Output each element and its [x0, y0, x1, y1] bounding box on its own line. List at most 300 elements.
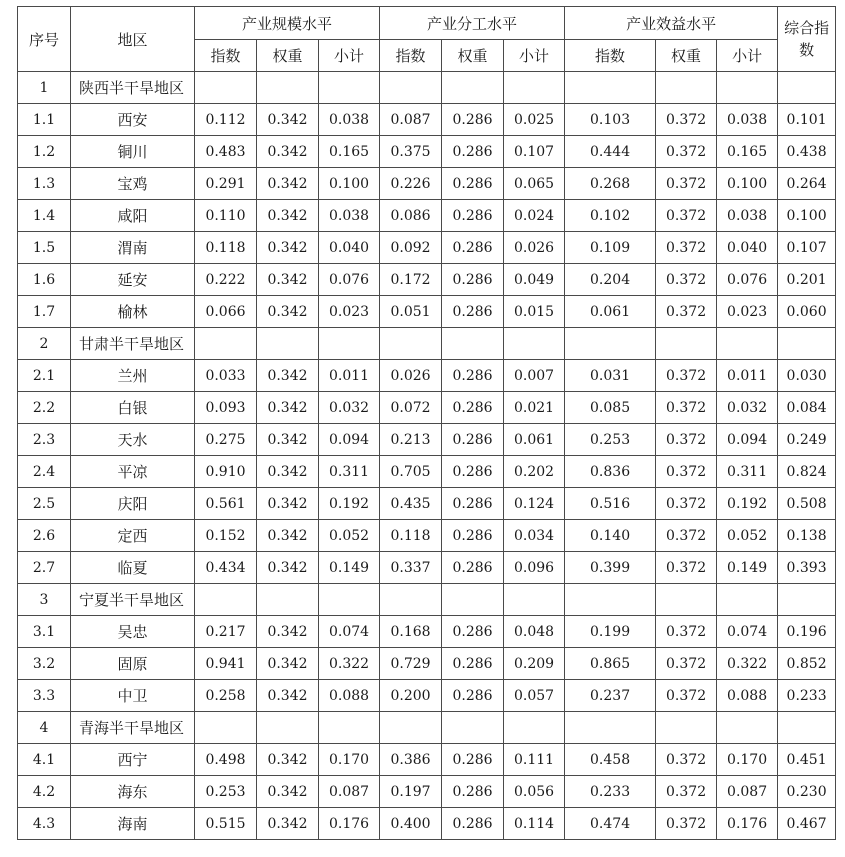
city-name-cell: 兰州	[71, 360, 195, 392]
region-group-row	[18, 328, 836, 360]
city-name-cell: 渭南	[71, 232, 195, 264]
value-cell: 0.201	[778, 264, 836, 296]
value-cell: 0.434	[195, 552, 257, 584]
value-cell: 0.264	[778, 168, 836, 200]
value-cell: 0.030	[778, 360, 836, 392]
value-cell	[257, 712, 319, 744]
region-name-cell: 宁夏半干旱地区	[71, 584, 195, 616]
seq-cell: 1.5	[18, 232, 71, 264]
value-cell: 0.342	[257, 200, 319, 232]
value-cell: 0.026	[380, 360, 442, 392]
value-cell: 0.093	[195, 392, 257, 424]
value-cell: 0.941	[195, 648, 257, 680]
value-cell: 0.096	[504, 552, 565, 584]
value-cell: 0.152	[195, 520, 257, 552]
value-cell: 0.400	[380, 808, 442, 840]
value-cell: 0.311	[319, 456, 380, 488]
value-cell: 0.170	[319, 744, 380, 776]
city-name-cell: 铜川	[71, 136, 195, 168]
value-cell: 0.836	[565, 456, 656, 488]
value-cell: 0.230	[778, 776, 836, 808]
value-cell: 0.076	[717, 264, 778, 296]
value-cell: 0.467	[778, 808, 836, 840]
value-cell	[717, 72, 778, 104]
subheader-subtotal: 小计	[504, 40, 565, 72]
value-cell: 0.322	[319, 648, 380, 680]
subheader-subtotal: 小计	[319, 40, 380, 72]
value-cell: 0.015	[504, 296, 565, 328]
city-name-cell: 延安	[71, 264, 195, 296]
value-cell: 0.372	[656, 296, 717, 328]
value-cell	[319, 328, 380, 360]
value-cell	[565, 72, 656, 104]
value-cell: 0.372	[656, 488, 717, 520]
value-cell	[442, 584, 504, 616]
value-cell: 0.192	[717, 488, 778, 520]
value-cell: 0.286	[442, 104, 504, 136]
value-cell: 0.372	[656, 808, 717, 840]
seq-cell: 2.1	[18, 360, 71, 392]
value-cell: 0.438	[778, 136, 836, 168]
value-cell: 0.372	[656, 360, 717, 392]
value-cell: 0.100	[778, 200, 836, 232]
header-row-1	[18, 7, 836, 40]
value-cell: 0.286	[442, 680, 504, 712]
value-cell: 0.286	[442, 552, 504, 584]
seq-cell: 1.3	[18, 168, 71, 200]
value-cell: 0.140	[565, 520, 656, 552]
value-cell: 0.372	[656, 776, 717, 808]
value-cell: 0.372	[656, 168, 717, 200]
seq-cell: 3.2	[18, 648, 71, 680]
table-row	[18, 680, 836, 712]
value-cell: 0.060	[778, 296, 836, 328]
value-cell: 0.372	[656, 232, 717, 264]
value-cell	[319, 72, 380, 104]
value-cell	[195, 328, 257, 360]
table-row	[18, 232, 836, 264]
seq-cell: 1.2	[18, 136, 71, 168]
city-name-cell: 庆阳	[71, 488, 195, 520]
value-cell: 0.112	[195, 104, 257, 136]
seq-cell: 4.2	[18, 776, 71, 808]
header-industry-division: 产业分工水平	[380, 7, 565, 40]
value-cell: 0.222	[195, 264, 257, 296]
value-cell: 0.034	[504, 520, 565, 552]
subheader-subtotal: 小计	[717, 40, 778, 72]
header-composite-index: 综合指数	[778, 7, 836, 72]
value-cell	[442, 328, 504, 360]
value-cell	[195, 584, 257, 616]
value-cell: 0.233	[565, 776, 656, 808]
value-cell: 0.508	[778, 488, 836, 520]
value-cell: 0.114	[504, 808, 565, 840]
value-cell: 0.451	[778, 744, 836, 776]
header-seq: 序号	[18, 7, 71, 72]
header-industry-scale: 产业规模水平	[195, 7, 380, 40]
table-row	[18, 392, 836, 424]
value-cell: 0.286	[442, 232, 504, 264]
subheader-weight: 权重	[442, 40, 504, 72]
value-cell: 0.286	[442, 488, 504, 520]
value-cell	[717, 328, 778, 360]
value-cell: 0.372	[656, 744, 717, 776]
value-cell: 0.286	[442, 200, 504, 232]
seq-cell: 4.1	[18, 744, 71, 776]
value-cell	[656, 712, 717, 744]
seq-cell: 1.6	[18, 264, 71, 296]
value-cell: 0.372	[656, 552, 717, 584]
value-cell: 0.172	[380, 264, 442, 296]
value-cell: 0.107	[778, 232, 836, 264]
value-cell: 0.138	[778, 520, 836, 552]
table-row	[18, 104, 836, 136]
value-cell: 0.286	[442, 744, 504, 776]
value-cell	[257, 328, 319, 360]
value-cell: 0.561	[195, 488, 257, 520]
value-cell: 0.192	[319, 488, 380, 520]
value-cell: 0.107	[504, 136, 565, 168]
header-region: 地区	[71, 7, 195, 72]
value-cell: 0.118	[380, 520, 442, 552]
value-cell: 0.342	[257, 296, 319, 328]
value-cell: 0.342	[257, 744, 319, 776]
value-cell: 0.100	[717, 168, 778, 200]
region-group-row	[18, 72, 836, 104]
city-name-cell: 定西	[71, 520, 195, 552]
value-cell: 0.342	[257, 520, 319, 552]
value-cell: 0.103	[565, 104, 656, 136]
city-name-cell: 榆林	[71, 296, 195, 328]
value-cell: 0.474	[565, 808, 656, 840]
value-cell: 0.233	[778, 680, 836, 712]
value-cell: 0.286	[442, 264, 504, 296]
value-cell: 0.074	[319, 616, 380, 648]
value-cell: 0.824	[778, 456, 836, 488]
value-cell: 0.087	[319, 776, 380, 808]
value-cell: 0.165	[717, 136, 778, 168]
value-cell: 0.342	[257, 168, 319, 200]
value-cell: 0.100	[319, 168, 380, 200]
city-name-cell: 天水	[71, 424, 195, 456]
value-cell: 0.200	[380, 680, 442, 712]
region-name-cell: 甘肃半干旱地区	[71, 328, 195, 360]
value-cell: 0.342	[257, 392, 319, 424]
table-row	[18, 200, 836, 232]
value-cell	[565, 584, 656, 616]
value-cell: 0.074	[717, 616, 778, 648]
table-row	[18, 360, 836, 392]
table-row	[18, 168, 836, 200]
value-cell: 0.342	[257, 648, 319, 680]
city-name-cell: 固原	[71, 648, 195, 680]
seq-cell: 3.3	[18, 680, 71, 712]
table-row	[18, 136, 836, 168]
table-row	[18, 456, 836, 488]
value-cell: 0.342	[257, 136, 319, 168]
city-name-cell: 中卫	[71, 680, 195, 712]
value-cell: 0.237	[565, 680, 656, 712]
value-cell	[504, 712, 565, 744]
seq-cell: 4.3	[18, 808, 71, 840]
value-cell: 0.038	[319, 104, 380, 136]
value-cell: 0.342	[257, 552, 319, 584]
value-cell: 0.258	[195, 680, 257, 712]
value-cell: 0.032	[319, 392, 380, 424]
seq-cell: 3	[18, 584, 71, 616]
value-cell: 0.118	[195, 232, 257, 264]
value-cell	[504, 72, 565, 104]
value-cell: 0.342	[257, 808, 319, 840]
value-cell: 0.435	[380, 488, 442, 520]
value-cell	[380, 328, 442, 360]
value-cell: 0.286	[442, 296, 504, 328]
value-cell: 0.393	[778, 552, 836, 584]
value-cell: 0.052	[717, 520, 778, 552]
value-cell: 0.065	[504, 168, 565, 200]
value-cell	[257, 72, 319, 104]
city-name-cell: 西安	[71, 104, 195, 136]
value-cell: 0.399	[565, 552, 656, 584]
value-cell: 0.275	[195, 424, 257, 456]
table-row	[18, 520, 836, 552]
value-cell: 0.057	[504, 680, 565, 712]
value-cell: 0.213	[380, 424, 442, 456]
value-cell	[504, 328, 565, 360]
value-cell: 0.202	[504, 456, 565, 488]
value-cell: 0.101	[778, 104, 836, 136]
value-cell: 0.286	[442, 808, 504, 840]
value-cell: 0.342	[257, 424, 319, 456]
value-cell: 0.311	[717, 456, 778, 488]
city-name-cell: 平凉	[71, 456, 195, 488]
seq-cell: 1.1	[18, 104, 71, 136]
seq-cell: 3.1	[18, 616, 71, 648]
seq-cell: 2.4	[18, 456, 71, 488]
value-cell: 0.176	[319, 808, 380, 840]
value-cell: 0.253	[565, 424, 656, 456]
value-cell: 0.023	[717, 296, 778, 328]
value-cell: 0.026	[504, 232, 565, 264]
value-cell: 0.111	[504, 744, 565, 776]
value-cell: 0.149	[717, 552, 778, 584]
value-cell: 0.729	[380, 648, 442, 680]
value-cell	[380, 584, 442, 616]
value-cell: 0.110	[195, 200, 257, 232]
value-cell: 0.023	[319, 296, 380, 328]
subheader-index: 指数	[565, 40, 656, 72]
value-cell	[504, 584, 565, 616]
value-cell	[195, 712, 257, 744]
value-cell: 0.498	[195, 744, 257, 776]
seq-cell: 2.2	[18, 392, 71, 424]
value-cell: 0.337	[380, 552, 442, 584]
value-cell: 0.286	[442, 456, 504, 488]
value-cell: 0.051	[380, 296, 442, 328]
value-cell: 0.038	[717, 104, 778, 136]
value-cell: 0.061	[504, 424, 565, 456]
value-cell: 0.515	[195, 808, 257, 840]
table-row	[18, 744, 836, 776]
city-name-cell: 临夏	[71, 552, 195, 584]
value-cell: 0.286	[442, 392, 504, 424]
value-cell: 0.072	[380, 392, 442, 424]
table-row	[18, 488, 836, 520]
table-row	[18, 552, 836, 584]
value-cell: 0.253	[195, 776, 257, 808]
value-cell: 0.076	[319, 264, 380, 296]
value-cell	[565, 712, 656, 744]
value-cell: 0.249	[778, 424, 836, 456]
city-name-cell: 海东	[71, 776, 195, 808]
table-row	[18, 616, 836, 648]
city-name-cell: 吴忠	[71, 616, 195, 648]
value-cell	[380, 72, 442, 104]
seq-cell: 2	[18, 328, 71, 360]
value-cell: 0.196	[778, 616, 836, 648]
value-cell: 0.286	[442, 168, 504, 200]
value-cell: 0.852	[778, 648, 836, 680]
value-cell: 0.102	[565, 200, 656, 232]
value-cell: 0.286	[442, 360, 504, 392]
value-cell	[257, 584, 319, 616]
city-name-cell: 咸阳	[71, 200, 195, 232]
value-cell: 0.031	[565, 360, 656, 392]
value-cell: 0.049	[504, 264, 565, 296]
value-cell: 0.168	[380, 616, 442, 648]
value-cell: 0.176	[717, 808, 778, 840]
value-cell: 0.286	[442, 520, 504, 552]
value-cell: 0.088	[717, 680, 778, 712]
value-cell	[195, 72, 257, 104]
seq-cell: 2.6	[18, 520, 71, 552]
header-industry-benefit: 产业效益水平	[565, 7, 778, 40]
value-cell: 0.092	[380, 232, 442, 264]
value-cell: 0.066	[195, 296, 257, 328]
value-cell: 0.061	[565, 296, 656, 328]
value-cell: 0.087	[380, 104, 442, 136]
value-cell: 0.109	[565, 232, 656, 264]
value-cell: 0.209	[504, 648, 565, 680]
value-cell: 0.021	[504, 392, 565, 424]
value-cell	[656, 584, 717, 616]
value-cell	[442, 72, 504, 104]
table-row	[18, 296, 836, 328]
subheader-weight: 权重	[257, 40, 319, 72]
value-cell: 0.011	[319, 360, 380, 392]
value-cell	[319, 584, 380, 616]
value-cell: 0.170	[717, 744, 778, 776]
subheader-weight: 权重	[656, 40, 717, 72]
value-cell	[778, 328, 836, 360]
index-table	[17, 6, 836, 840]
value-cell: 0.372	[656, 264, 717, 296]
value-cell: 0.375	[380, 136, 442, 168]
value-cell: 0.372	[656, 648, 717, 680]
value-cell: 0.052	[319, 520, 380, 552]
table-row	[18, 808, 836, 840]
city-name-cell: 西宁	[71, 744, 195, 776]
value-cell: 0.372	[656, 680, 717, 712]
city-name-cell: 白银	[71, 392, 195, 424]
seq-cell: 4	[18, 712, 71, 744]
value-cell: 0.342	[257, 104, 319, 136]
seq-cell: 1.7	[18, 296, 71, 328]
value-cell: 0.040	[319, 232, 380, 264]
value-cell: 0.204	[565, 264, 656, 296]
value-cell: 0.085	[565, 392, 656, 424]
value-cell: 0.040	[717, 232, 778, 264]
table-row	[18, 424, 836, 456]
seq-cell: 2.5	[18, 488, 71, 520]
value-cell	[656, 328, 717, 360]
value-cell: 0.372	[656, 104, 717, 136]
value-cell: 0.011	[717, 360, 778, 392]
value-cell	[656, 72, 717, 104]
value-cell: 0.124	[504, 488, 565, 520]
value-cell: 0.286	[442, 424, 504, 456]
value-cell: 0.286	[442, 776, 504, 808]
value-cell: 0.088	[319, 680, 380, 712]
value-cell	[717, 712, 778, 744]
value-cell: 0.342	[257, 616, 319, 648]
value-cell	[778, 712, 836, 744]
city-name-cell: 宝鸡	[71, 168, 195, 200]
value-cell	[442, 712, 504, 744]
value-cell: 0.149	[319, 552, 380, 584]
city-name-cell: 海南	[71, 808, 195, 840]
region-name-cell: 陕西半干旱地区	[71, 72, 195, 104]
region-name-cell: 青海半干旱地区	[71, 712, 195, 744]
value-cell: 0.007	[504, 360, 565, 392]
value-cell: 0.342	[257, 232, 319, 264]
value-cell: 0.084	[778, 392, 836, 424]
table-row	[18, 264, 836, 296]
value-cell	[778, 72, 836, 104]
value-cell: 0.226	[380, 168, 442, 200]
value-cell: 0.033	[195, 360, 257, 392]
value-cell: 0.372	[656, 200, 717, 232]
region-group-row	[18, 584, 836, 616]
value-cell: 0.342	[257, 488, 319, 520]
value-cell: 0.342	[257, 456, 319, 488]
value-cell: 0.372	[656, 520, 717, 552]
value-cell: 0.372	[656, 616, 717, 648]
value-cell: 0.038	[717, 200, 778, 232]
subheader-index: 指数	[195, 40, 257, 72]
value-cell: 0.165	[319, 136, 380, 168]
seq-cell: 1.4	[18, 200, 71, 232]
subheader-index: 指数	[380, 40, 442, 72]
value-cell: 0.910	[195, 456, 257, 488]
value-cell: 0.199	[565, 616, 656, 648]
value-cell	[717, 584, 778, 616]
seq-cell: 1	[18, 72, 71, 104]
value-cell: 0.286	[442, 616, 504, 648]
seq-cell: 2.3	[18, 424, 71, 456]
value-cell: 0.483	[195, 136, 257, 168]
value-cell: 0.032	[717, 392, 778, 424]
value-cell	[319, 712, 380, 744]
value-cell: 0.458	[565, 744, 656, 776]
value-cell: 0.024	[504, 200, 565, 232]
value-cell: 0.094	[717, 424, 778, 456]
value-cell: 0.386	[380, 744, 442, 776]
region-group-row	[18, 712, 836, 744]
value-cell: 0.025	[504, 104, 565, 136]
value-cell: 0.268	[565, 168, 656, 200]
value-cell: 0.087	[717, 776, 778, 808]
